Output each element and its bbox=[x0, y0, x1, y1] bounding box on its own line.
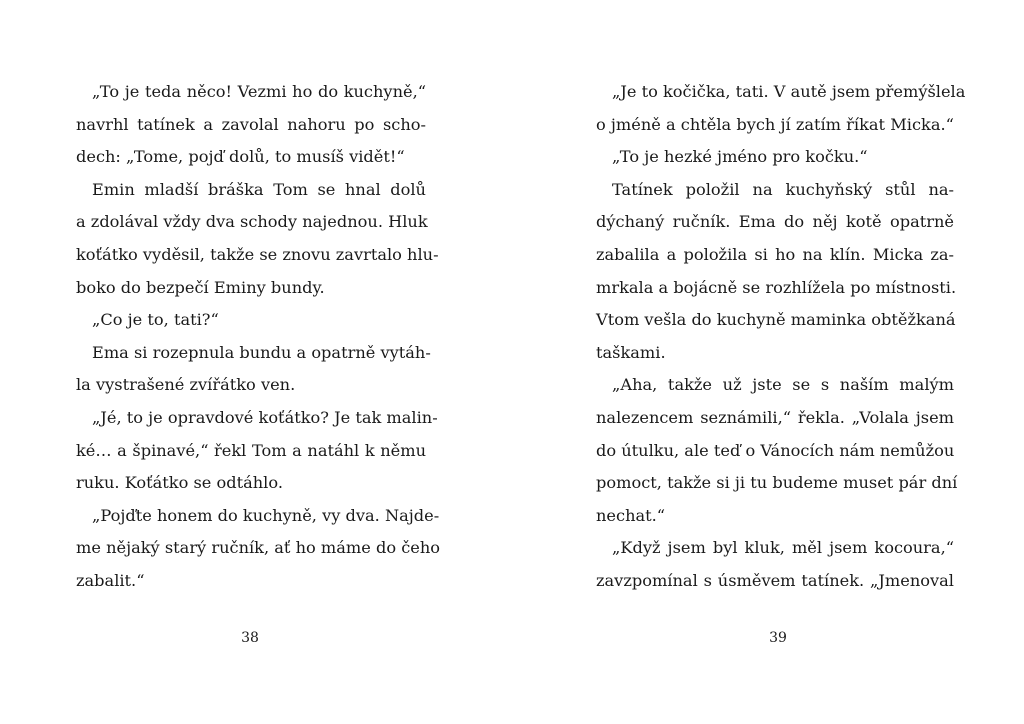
page-number-right: 39 bbox=[769, 630, 787, 646]
text-line: „Je to kočička, tati. V autě jsem přemýšlela bbox=[612, 82, 966, 101]
text-line: ké… a špinavé,“ řekl Tom a natáhl k němu bbox=[76, 440, 426, 460]
text-line: mrkala a bojácně se rozhlížela po místnosti. bbox=[596, 277, 957, 297]
text-line: taškami. bbox=[596, 342, 666, 362]
text-line: me nějaký starý ručník, ať ho máme do čeho bbox=[76, 538, 441, 558]
text-line: Emin mladší bráška Tom se hnal dolů bbox=[92, 179, 426, 199]
text-line: zavzpomínal s úsměvem tatínek. „Jmenoval bbox=[596, 570, 954, 590]
text-line: nalezencem seznámili,“ řekla. „Volala jsem bbox=[596, 407, 954, 427]
text-line: navrhl tatínek a zavolal nahoru po scho- bbox=[76, 114, 426, 134]
text-line: koťátko vyděsil, takže se znovu zavrtalo hlu- bbox=[76, 244, 439, 264]
right-page bbox=[512, 0, 1024, 724]
text-line: ruku. Koťátko se odtáhlo. bbox=[76, 473, 283, 493]
text-line: „Pojďte honem do kuchyně, vy dva. Najde- bbox=[92, 505, 440, 525]
text-line: dýchaný ručník. Ema do něj kotě opatrně bbox=[596, 212, 954, 232]
text-line: Tatínek položil na kuchyňský stůl na- bbox=[612, 179, 954, 199]
text-line: „Jé, to je opravdové koťátko? Je tak malin- bbox=[92, 407, 438, 427]
text-line: do útulku, ale teď o Vánocích nám nemůžou bbox=[596, 440, 955, 460]
text-line: a zdolával vždy dva schody najednou. Hluk bbox=[76, 212, 428, 232]
left-page-text bbox=[76, 76, 441, 598]
text-line: „To je hezké jméno pro kočku.“ bbox=[612, 147, 868, 167]
text-line: o jméně a chtěla bych jí zatím říkat Micka.“ bbox=[596, 114, 954, 134]
text-line: nechat.“ bbox=[596, 505, 666, 525]
text-line: dech: „Tome, pojď dolů, to musíš vidět!“ bbox=[76, 147, 405, 167]
text-line: boko do bezpečí Eminy bundy. bbox=[76, 277, 325, 297]
text-line: „Co je to, tati?“ bbox=[92, 310, 219, 330]
text-line: zabalit.“ bbox=[76, 570, 145, 590]
text-line: „Když jsem byl kluk, měl jsem kocoura,“ bbox=[612, 538, 954, 558]
right-page-text bbox=[596, 76, 966, 598]
text-line: zabalila a položila si ho na klín. Micka za- bbox=[596, 244, 954, 264]
text-line: la vystrašené zvířátko ven. bbox=[76, 375, 296, 395]
text-line: Ema si rozepnula bundu a opatrně vytáh- bbox=[92, 342, 431, 362]
text-line: Vtom vešla do kuchyně maminka obtěžkaná bbox=[596, 310, 956, 330]
page-number-left: 38 bbox=[241, 630, 259, 646]
text-line: „Aha, takže už jste se s naším malým bbox=[612, 375, 954, 395]
text-line: pomoct, takže si ji tu budeme muset pár dní bbox=[596, 473, 958, 493]
text-line: „To je teda něco! Vezmi ho do kuchyně,“ bbox=[92, 82, 426, 101]
